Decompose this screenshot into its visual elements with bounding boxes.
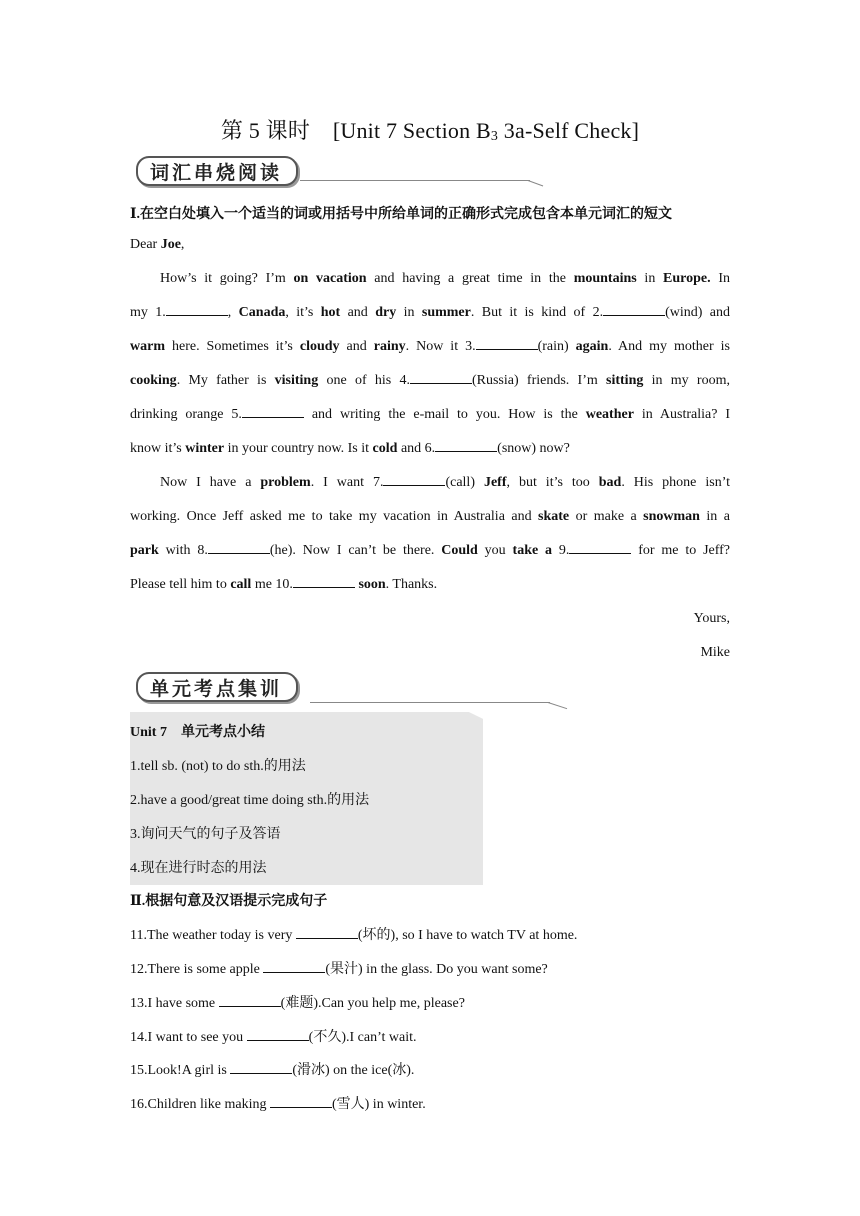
blank-5[interactable]: [242, 405, 304, 418]
blank-1[interactable]: [166, 303, 228, 316]
salutation: Dear Joe,: [130, 237, 185, 252]
summary-title: Unit 7 单元考点小结: [130, 725, 265, 740]
question-11: 11.The weather today is very (坏的), so I have to watch TV at home.: [130, 928, 578, 943]
unit-subscript: 3: [490, 129, 499, 144]
section-badge-vocab: [136, 157, 298, 185]
badge-underline: [310, 702, 550, 703]
section-badge-review: [136, 673, 298, 701]
letter-line: Now I have a problem. I want 7. (call) Jeff, but it’s too bad. His phone isn’t: [160, 475, 730, 490]
blank-8[interactable]: [208, 541, 270, 554]
answer-blank[interactable]: [270, 1095, 332, 1108]
question-12: 12.There is some apple (果汁) in the glass. Do you want some?: [130, 962, 548, 977]
section-badge-vocab-label: 词汇串烧阅读: [136, 156, 298, 186]
summary-item: 1.tell sb. (not) to do sth.的用法: [130, 759, 306, 774]
question-16: 16.Children like making (雪人) in winter.: [130, 1097, 426, 1112]
letter-line: How’s it going? I’m on vacation and having a great time in the mountains in Europe. In: [160, 271, 731, 286]
letter: [130, 228, 730, 670]
unit-label: [Unit 7 Section B: [332, 118, 491, 143]
letter-line: park with 8. (he). Now I can’t be there. Could you take a 9. for me to Jeff?: [130, 543, 731, 558]
answer-blank[interactable]: [263, 960, 325, 973]
question-13: 13.I have some (难题).Can you help me, please?: [130, 996, 465, 1011]
blank-9[interactable]: [569, 541, 631, 554]
lesson-label: 第 5 课时: [220, 118, 311, 143]
badge-underline-tail: [548, 702, 567, 709]
signature: Mike: [700, 645, 730, 660]
page-title: [0, 114, 860, 145]
question-14: 14.I want to see you (不久).I can’t wait.: [130, 1030, 417, 1045]
answer-blank[interactable]: [230, 1061, 292, 1074]
letter-line: know it’s winter in your country now. Is it cold and 6. (snow) now?: [130, 441, 570, 456]
summary-item: 2.have a good/great time doing sth.的用法: [130, 793, 370, 808]
letter-line: warm here. Sometimes it’s cloudy and rainy. Now it 3. (rain) again. And my mother is: [130, 339, 730, 354]
blank-7[interactable]: [383, 473, 445, 486]
question-15: 15.Look!A girl is (滑冰) on the ice(冰).: [130, 1063, 415, 1078]
summary-item: 4.现在进行时态的用法: [130, 861, 267, 876]
letter-line: my 1. , Canada, it’s hot and dry in summer. But it is kind of 2. (wind) and: [130, 305, 731, 320]
instruction-2: Ⅱ.根据句意及汉语提示完成句子: [130, 894, 328, 909]
answer-blank[interactable]: [247, 1028, 309, 1041]
summary-item: 3.询问天气的句子及答语: [130, 827, 281, 842]
badge-underline: [300, 180, 530, 181]
letter-line: cooking. My father is visiting one of his 4. (Russia) friends. I’m sitting in my room,: [130, 373, 730, 388]
answer-blank[interactable]: [219, 994, 281, 1007]
answer-blank[interactable]: [296, 926, 358, 939]
letter-line: drinking orange 5. and writing the e-mail to you. How is the weather in Australia? I: [130, 407, 731, 422]
letter-line: Please tell him to call me 10. soon. Thanks.: [130, 577, 438, 592]
blank-10[interactable]: [293, 575, 355, 588]
instruction-1: Ⅰ.在空白处填入一个适当的词或用括号中所给单词的正确形式完成包含本单元词汇的短文: [130, 207, 673, 222]
blank-4[interactable]: [410, 371, 472, 384]
badge-underline-tail: [528, 180, 543, 186]
unit-label-tail: 3a-Self Check]: [498, 118, 640, 143]
sign-off: Yours,: [693, 611, 730, 626]
blank-3[interactable]: [476, 337, 538, 350]
letter-line: working. Once Jeff asked me to take my vacation in Australia and skate or make a snowman in a: [130, 509, 730, 524]
blank-2[interactable]: [603, 303, 665, 316]
blank-6[interactable]: [435, 439, 497, 452]
section-badge-review-label: 单元考点集训: [136, 672, 298, 702]
